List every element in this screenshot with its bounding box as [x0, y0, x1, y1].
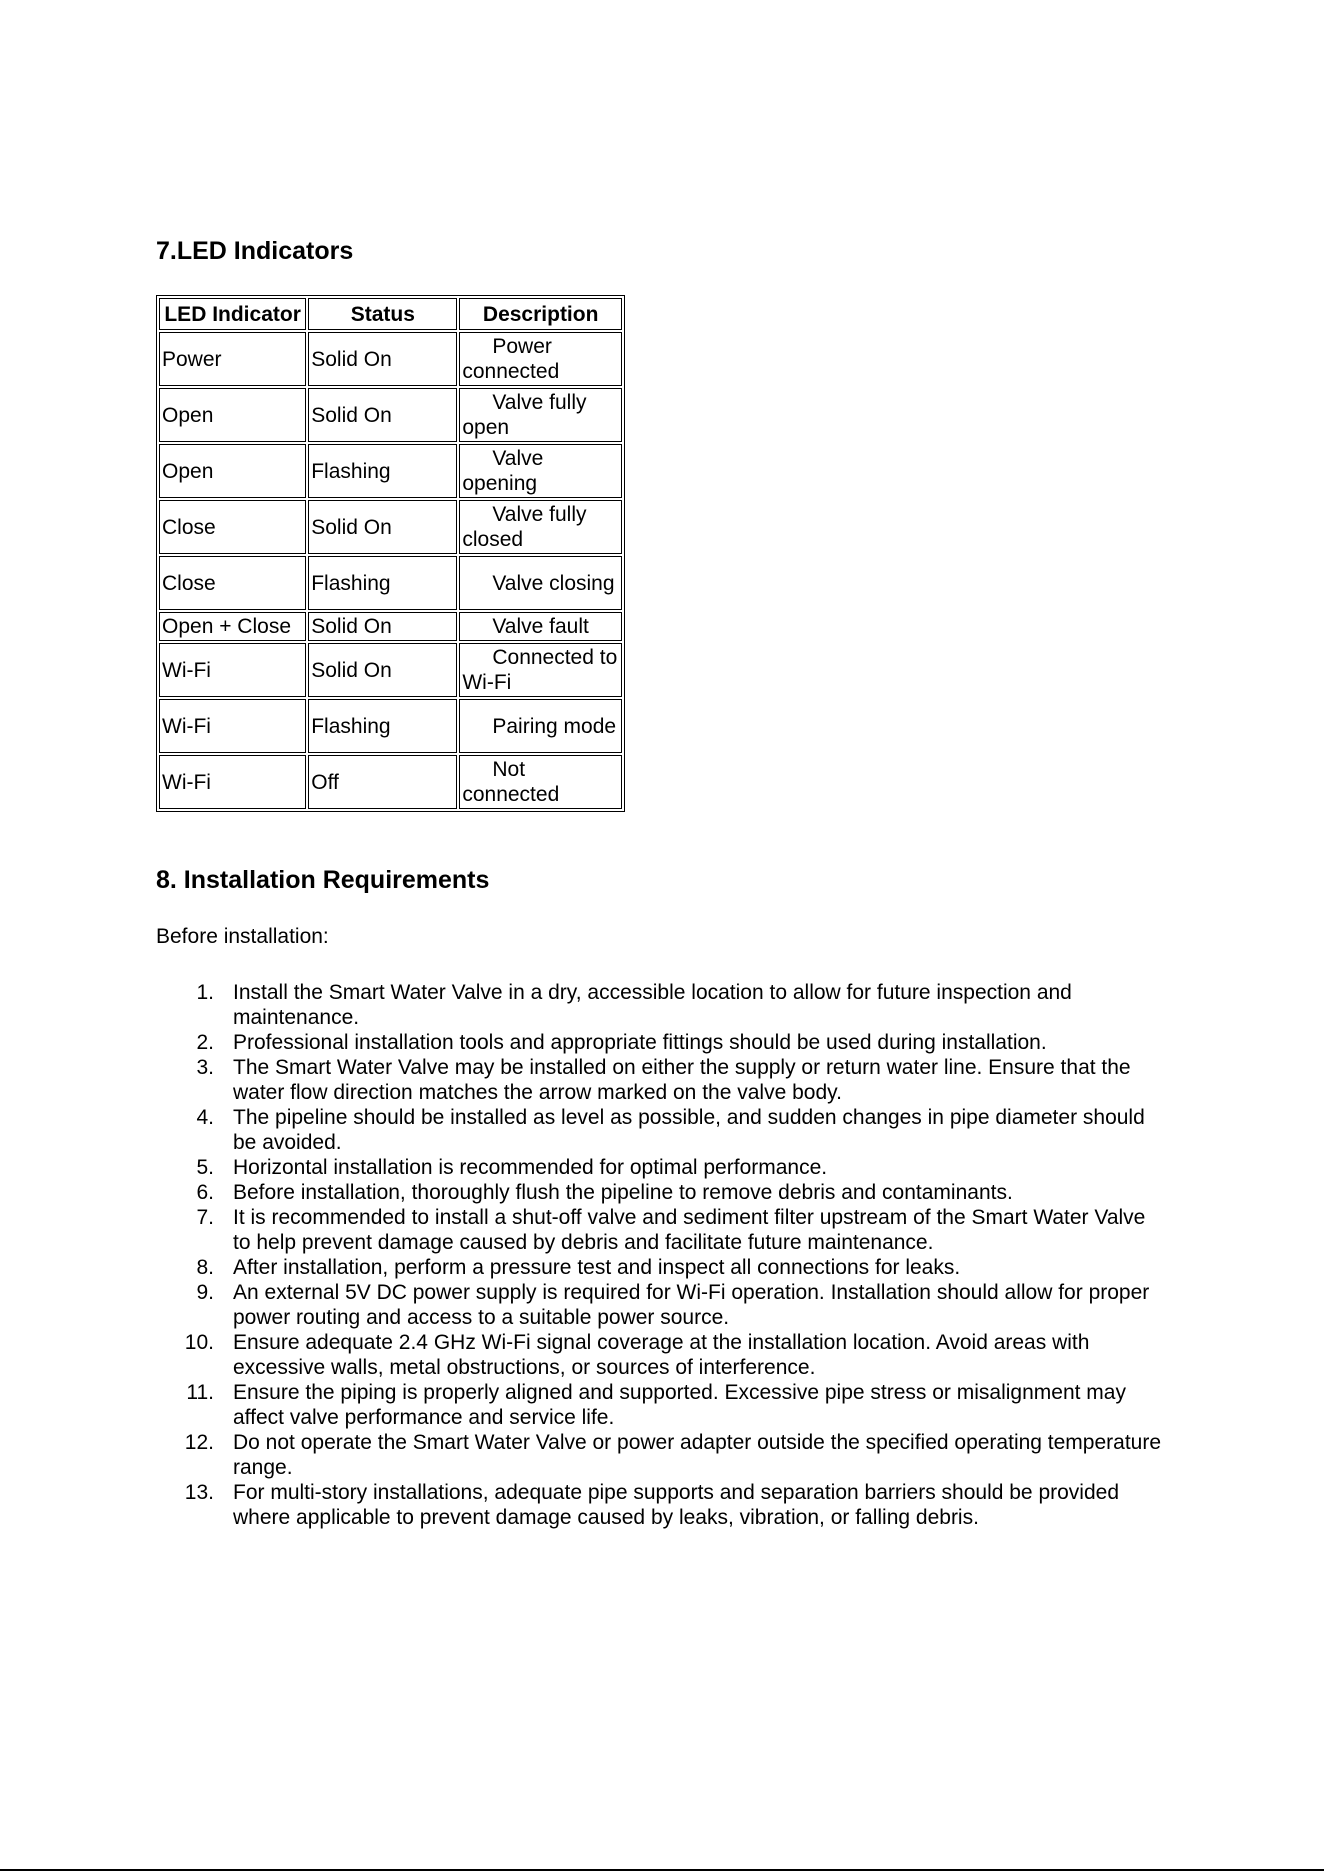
list-item-text: It is recommended to install a shut-off valve and sediment filter upstream of the Smart Water Valve to help prevent damage caused by debris and facilitate future maintenance.: [233, 1206, 1146, 1254]
section-title-installation-requirements: 8. Installation Requirements: [156, 866, 490, 894]
description-cell: [459, 388, 622, 442]
list-item-text: Ensure the piping is properly aligned and supported. Excessive pipe stress or misalignment may affect valve performance and service life.: [233, 1381, 1126, 1429]
table-row: [159, 388, 622, 442]
section-title-led-indicators: 7.LED Indicators: [156, 237, 354, 265]
led-indicator-cell: Close: [159, 500, 306, 554]
list-item: [156, 1180, 1166, 1205]
list-item: [156, 980, 1166, 1030]
list-item-text: After installation, perform a pressure test and inspect all connections for leaks.: [233, 1256, 961, 1279]
status-cell: Solid On: [308, 612, 457, 641]
list-item-text: Do not operate the Smart Water Valve or power adapter outside the specified operating temperature range.: [233, 1431, 1162, 1479]
description-cell: [459, 444, 622, 498]
status-cell: Solid On: [308, 332, 457, 386]
description-cell: [459, 643, 622, 697]
led-indicator-cell: Power: [159, 332, 306, 386]
list-item-text: The pipeline should be installed as level as possible, and sudden changes in pipe diameter should be avoided.: [233, 1106, 1145, 1154]
description-cell: [459, 500, 622, 554]
list-item-text: Before installation, thoroughly flush the pipeline to remove debris and contaminants.: [233, 1181, 1013, 1204]
description-text: Connected to Wi-Fi: [462, 646, 618, 694]
column-header-status: Status: [308, 298, 457, 330]
description-text: Not connected: [462, 758, 560, 806]
page-bottom-rule: [0, 1869, 1324, 1871]
list-item-number: 8.: [196, 1256, 214, 1279]
list-item-number: 4.: [196, 1106, 214, 1129]
table-row: [159, 612, 622, 641]
list-item-number: 7.: [196, 1206, 214, 1229]
status-cell: Solid On: [308, 388, 457, 442]
list-item: [156, 1055, 1166, 1105]
status-cell: Off: [308, 755, 457, 809]
description-cell: [459, 755, 622, 809]
led-indicator-cell: Open + Close: [159, 612, 306, 641]
list-item-number: 10.: [184, 1331, 214, 1354]
led-indicator-cell: Wi-Fi: [159, 643, 306, 697]
table-row: [159, 643, 622, 697]
installation-intro: Before installation:: [156, 925, 329, 948]
list-item-number: 13.: [184, 1481, 214, 1504]
table-header-row: [159, 298, 622, 330]
status-cell: Flashing: [308, 556, 457, 610]
list-item: [156, 1255, 1166, 1280]
list-item-number: 6.: [196, 1181, 214, 1204]
list-item-number: 9.: [196, 1281, 214, 1304]
led-indicator-cell: Wi-Fi: [159, 755, 306, 809]
column-header-description: Description: [459, 298, 622, 330]
status-cell: Solid On: [308, 500, 457, 554]
list-item-number: 5.: [196, 1156, 214, 1179]
table-row: [159, 332, 622, 386]
led-indicator-cell: Wi-Fi: [159, 699, 306, 753]
list-item: [156, 1380, 1166, 1430]
table-row: [159, 755, 622, 809]
status-cell: Solid On: [308, 643, 457, 697]
list-item-number: 3.: [196, 1056, 214, 1079]
description-text: Power connected: [462, 335, 560, 383]
list-item: [156, 1030, 1166, 1055]
list-item-number: 12.: [184, 1431, 214, 1454]
list-item-text: For multi-story installations, adequate pipe supports and separation barriers should be provided where applicable to prevent damage caused by leaks, vibration, or falling debris.: [233, 1481, 1119, 1529]
description-cell: [459, 332, 622, 386]
table-row: [159, 556, 622, 610]
table-row: [159, 444, 622, 498]
column-header-led-indicator: LED Indicator: [159, 298, 306, 330]
list-item: [156, 1480, 1166, 1530]
led-indicator-cell: Close: [159, 556, 306, 610]
description-text: Valve closing: [492, 571, 615, 595]
installation-requirements-list: [156, 980, 1166, 1530]
list-item-text: The Smart Water Valve may be installed on either the supply or return water line. Ensure that the water flow direction matches the arrow marked on the valve body.: [233, 1056, 1131, 1104]
list-item-text: Horizontal installation is recommended for optimal performance.: [233, 1156, 828, 1179]
list-item-number: 2.: [196, 1031, 214, 1054]
list-item-number: 1.: [196, 981, 214, 1004]
led-indicator-table: [156, 295, 625, 812]
list-item: [156, 1105, 1166, 1155]
description-text: Valve fully open: [462, 391, 587, 439]
list-item: [156, 1280, 1166, 1330]
led-indicator-cell: Open: [159, 388, 306, 442]
description-text: Valve opening: [462, 447, 544, 495]
list-item: [156, 1155, 1166, 1180]
list-item-text: Professional installation tools and appropriate fittings should be used during installation.: [233, 1031, 1047, 1054]
description-text: Valve fully closed: [462, 503, 587, 551]
list-item-text: An external 5V DC power supply is required for Wi-Fi operation. Installation should allow for proper power routing and access to a suitable power source.: [233, 1281, 1150, 1329]
description-cell: [459, 699, 622, 753]
description-cell: [459, 612, 622, 641]
led-indicator-cell: Open: [159, 444, 306, 498]
list-item: [156, 1205, 1166, 1255]
status-cell: Flashing: [308, 444, 457, 498]
list-item-number: 11.: [186, 1381, 214, 1404]
status-cell: Flashing: [308, 699, 457, 753]
table-row: [159, 699, 622, 753]
description-text: Valve fault: [492, 615, 589, 638]
list-item: [156, 1330, 1166, 1380]
list-item-text: Ensure adequate 2.4 GHz Wi-Fi signal coverage at the installation location. Avoid areas with excessive walls, metal obstructions, or sources of interference.: [233, 1331, 1090, 1379]
description-text: Pairing mode: [492, 714, 617, 738]
list-item: [156, 1430, 1166, 1480]
description-cell: [459, 556, 622, 610]
table-row: [159, 500, 622, 554]
list-item-text: Install the Smart Water Valve in a dry, accessible location to allow for future inspection and maintenance.: [233, 981, 1072, 1029]
